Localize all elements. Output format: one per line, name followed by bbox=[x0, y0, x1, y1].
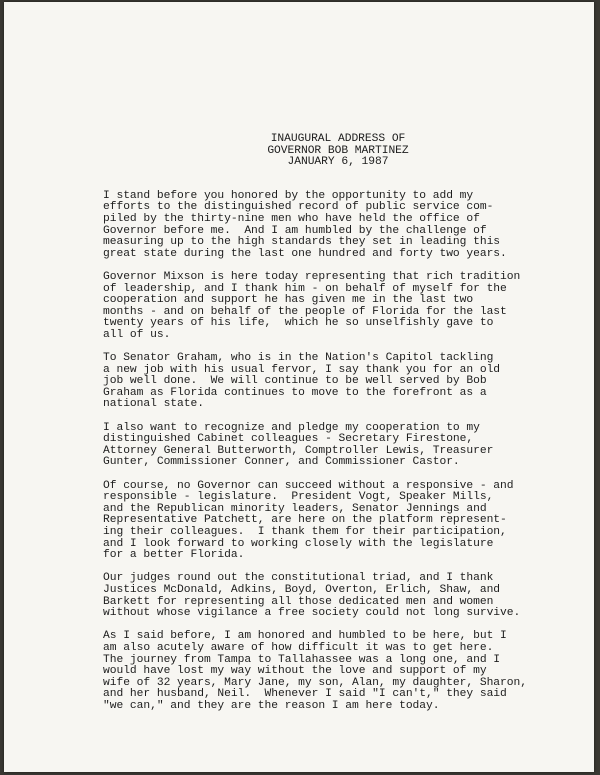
text-line: Governor before me. And I am humbled by the challenge of bbox=[103, 224, 487, 237]
text-line: Justices McDonald, Adkins, Boyd, Overton, Erlich, Shaw, and bbox=[103, 583, 501, 596]
text-line: wife of 32 years, Mary Jane, my son, Alan, my daughter, Sharon, bbox=[103, 676, 527, 689]
heading-title: INAUGURAL ADDRESS OF bbox=[270, 133, 406, 145]
document-body bbox=[103, 134, 553, 724]
text-line: and the Republican minority leaders, Senator Jennings and bbox=[103, 502, 487, 515]
text-line: Representative Patchett, are here on the platform represent- bbox=[103, 514, 507, 527]
text-line: Governor Mixson is here today representing that rich tradition bbox=[103, 270, 521, 283]
text-line: great state during the last one hundred and forty two years. bbox=[103, 247, 507, 260]
text-line: and her husband, Neil. Whenever I said "I can't," they said bbox=[103, 688, 507, 701]
heading-date: JANUARY 6, 1987 bbox=[287, 156, 389, 169]
text-line: twenty years of his life, which he so unselfishly gave to bbox=[103, 317, 494, 330]
text-line: Attorney General Butterworth, Comptroller Lewis, Treasurer bbox=[103, 444, 494, 457]
paragraph-3 bbox=[103, 353, 553, 411]
text-line: of leadership, and I thank him - on behalf of myself for the bbox=[103, 282, 507, 295]
paragraph-6 bbox=[103, 573, 553, 619]
text-line: distinguished Cabinet colleagues - Secretary Firestone, bbox=[103, 433, 474, 446]
text-line: national state. bbox=[103, 398, 204, 411]
text-line: would have lost my way without the love and support of my bbox=[103, 665, 487, 678]
text-line: cooperation and support he has given me in the last two bbox=[103, 294, 474, 307]
text-line: measuring up to the high standards they set in leading this bbox=[103, 236, 501, 249]
text-line: Graham as Florida continues to move to the forefront as a bbox=[103, 386, 487, 399]
text-line: I stand before you honored by the opportunity to add my bbox=[103, 189, 474, 202]
text-line: Of course, no Governor can succeed without a responsive - and bbox=[103, 479, 514, 492]
text-line: ing their colleagues. I thank them for their participation, bbox=[103, 526, 507, 538]
text-line: responsible - legislature. President Vogt, Speaker Mills, bbox=[103, 491, 494, 504]
text-line: As I said before, I am honored and humbled to be here, but I bbox=[103, 630, 507, 643]
text-line: a new job with his usual fervor, I say thank you for an old bbox=[103, 363, 501, 376]
text-line: efforts to the distinguished record of public service com- bbox=[103, 201, 494, 214]
text-line: "we can," and they are the reason I am here today. bbox=[103, 699, 440, 712]
text-line: am also acutely aware of how difficult it was to get here. bbox=[103, 641, 494, 654]
paragraph-5 bbox=[103, 481, 553, 562]
text-line: Barkett for representing all those dedicated men and women bbox=[103, 595, 494, 608]
text-line: To Senator Graham, who is in the Nation's Capitol tackling bbox=[103, 352, 494, 365]
text-line: without whose vigilance a free society could not long survive. bbox=[103, 607, 521, 620]
text-line: job well done. We will continue to be well served by Bob bbox=[103, 375, 487, 388]
text-line: Gunter, Commissioner Conner, and Commissioner Castor. bbox=[103, 456, 460, 469]
text-line: months - and on behalf of the people of Florida for the last bbox=[103, 305, 507, 318]
paragraph-list bbox=[103, 191, 553, 713]
paragraph-4 bbox=[103, 423, 553, 469]
paragraph-1 bbox=[103, 191, 553, 261]
text-line: I also want to recognize and pledge my cooperation to my bbox=[103, 421, 480, 434]
document-heading bbox=[123, 134, 553, 169]
text-line: The journey from Tampa to Tallahassee was a long one, and I bbox=[103, 653, 501, 666]
text-line: Our judges round out the constitutional triad, and I thank bbox=[103, 572, 494, 585]
text-line: piled by the thirty-nine men who have held the office of bbox=[103, 212, 480, 225]
text-line: for a better Florida. bbox=[103, 549, 245, 562]
heading-subtitle: GOVERNOR BOB MARTINEZ bbox=[267, 144, 409, 157]
paragraph-2 bbox=[103, 272, 553, 342]
paragraph-7 bbox=[103, 631, 553, 712]
text-line: all of us. bbox=[103, 328, 171, 341]
text-line: and I look forward to working closely with the legislature bbox=[103, 537, 494, 550]
